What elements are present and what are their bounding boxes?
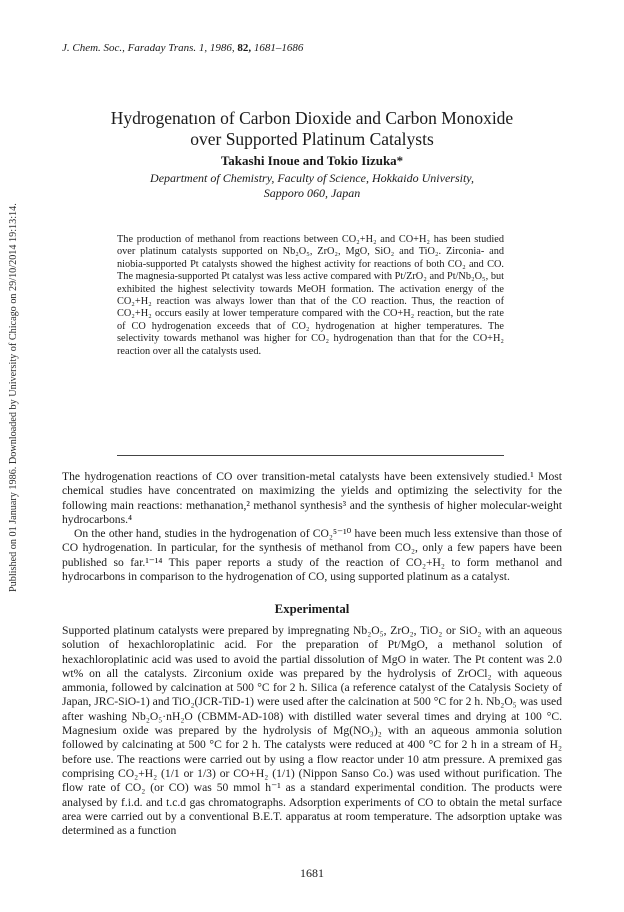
authors: Takashi Inoue and Tokio Iizuka* (220, 153, 404, 168)
journal-citation (62, 42, 303, 54)
paper-title (62, 108, 562, 150)
abstract: The production of methanol from reactions between CO₂+H₂ and CO+H₂ has been studied over platinum catalysts supported on Nb₂O₅, ZrO₂, MgO, SiO₂ and TiO₂. Zirconia- and niobia-supported Pt catalysts showed the highest activity for reactions of both CO₂ and CO. The magnesia-supported Pt catalyst was less active compared with Pt/ZrO₂ and Pt/Nb₂O₅, but exhibited the highest selectivity towards MeOH formation. The activation energy of the CO₂+H₂ reaction was always lower than that of the CO reaction. Thus, the reaction of CO₂+H₂ occurs easily at lower temperature compared with the CO+H₂ reaction, but the rate of CO hydrogenation exceeds that of CO₂ hydrogenation at higher temperatures. The selectivity towards methanol was higher for CO₂ hydrogenation than that for the CO+H₂ reaction over all the catalysts used. (117, 234, 504, 357)
section-heading-experimental: Experimental (274, 602, 350, 616)
affiliation (62, 171, 562, 201)
title-line-1: Hydrogenatıon of Carbon Dioxide and Carbon Monoxide (110, 108, 514, 128)
title-line-2: over Supported Platinum Catalysts (190, 129, 434, 149)
journal-pages: 1681–1686 (253, 42, 304, 54)
journal-name: J. Chem. Soc., Faraday Trans. 1, (62, 42, 208, 54)
affiliation-line-2: Sapporo 060, Japan (263, 186, 361, 200)
introduction (62, 470, 562, 584)
journal-volume: 82, (237, 42, 252, 54)
journal-year: 1986, (209, 42, 235, 54)
page-number: 1681 (300, 866, 324, 880)
intro-paragraph-1: The hydrogenation reactions of CO over transition-metal catalysts have been extensively studied.¹ Most chemical studies have concentrated on maximizing the yields and optimizing the selectivity for the following main reactions: methanation,² methanol synthesis³ and the synthesis of higher molecular-weight hydrocarbons.⁴ (62, 470, 562, 526)
affiliation-line-1: Department of Chemistry, Faculty of Science, Hokkaido University, (150, 171, 474, 185)
abstract-divider (117, 455, 504, 456)
intro-paragraph-2: On the other hand, studies in the hydrogenation of CO₂⁵⁻¹⁰ have been much less extensive than those of CO hydrogenation. In particular, for the synthesis of methanol from CO₂, only a few papers have been published so far.¹⁻¹⁴ This paper reports a study of the reaction of CO₂+H₂ to form methanol and hydrocarbons in comparison to the hydrogenation of CO, using supported platinum as a catalyst. (62, 527, 562, 584)
download-side-note: Published on 01 January 1986. Downloaded by University of Chicago on 29/10/2014 19:13:14. (8, 203, 19, 592)
experimental-paragraph: Supported platinum catalysts were prepared by impregnating Nb₂O₅, ZrO₂, TiO₂ or SiO₂ with an aqueous solution of hexachloroplatinic acid. For the preparation of Pt/MgO, a methanol solution of hexachloroplatinic acid was used to avoid the partial dissolution of MgO in water. The Pt content was 2.0 wt% on all the catalysts. Zirconium oxide was prepared by the hydrolysis of ZrOCl₂ with aqueous ammonia, followed by calcination at 500 °C for 2 h. Silica (a reference catalyst of the Catalysis Society of Japan, JRC-SiO-1) and TiO₂(JCR-TiD-1) were used after the calcination at 500 °C for 2 h. Nb₂O₅ was used after washing Nb₂O₅·nH₂O (CBMM-AD-108) with distilled water several times and drying at 100 °C. Magnesium oxide was prepared by the hydrolysis of Mg(NO₃)₂ with an aqueous ammonia solution followed by calcinating at 500 °C for 2 h. The catalysts were reduced at 400 °C for 2 h in a stream of H₂ before use. The reactions were carried out by using a flow reactor under 10 atm pressure. A premixed gas comprising CO₂+H₂ (1/1 or 1/3) or CO+H₂ (1/1) (Nippon Sanso Co.) was used without purification. The flow rate of CO₂ (or CO) was 50 mmol h⁻¹ as a standard experimental condition. The products were analysed by f.i.d. and t.c.d gas chromatographs. Adsorption experiments of CO to obtain the metal surface area were carried out by a conventional B.E.T. apparatus at room temperature. The adsorption uptake was determined as a function (62, 624, 562, 838)
